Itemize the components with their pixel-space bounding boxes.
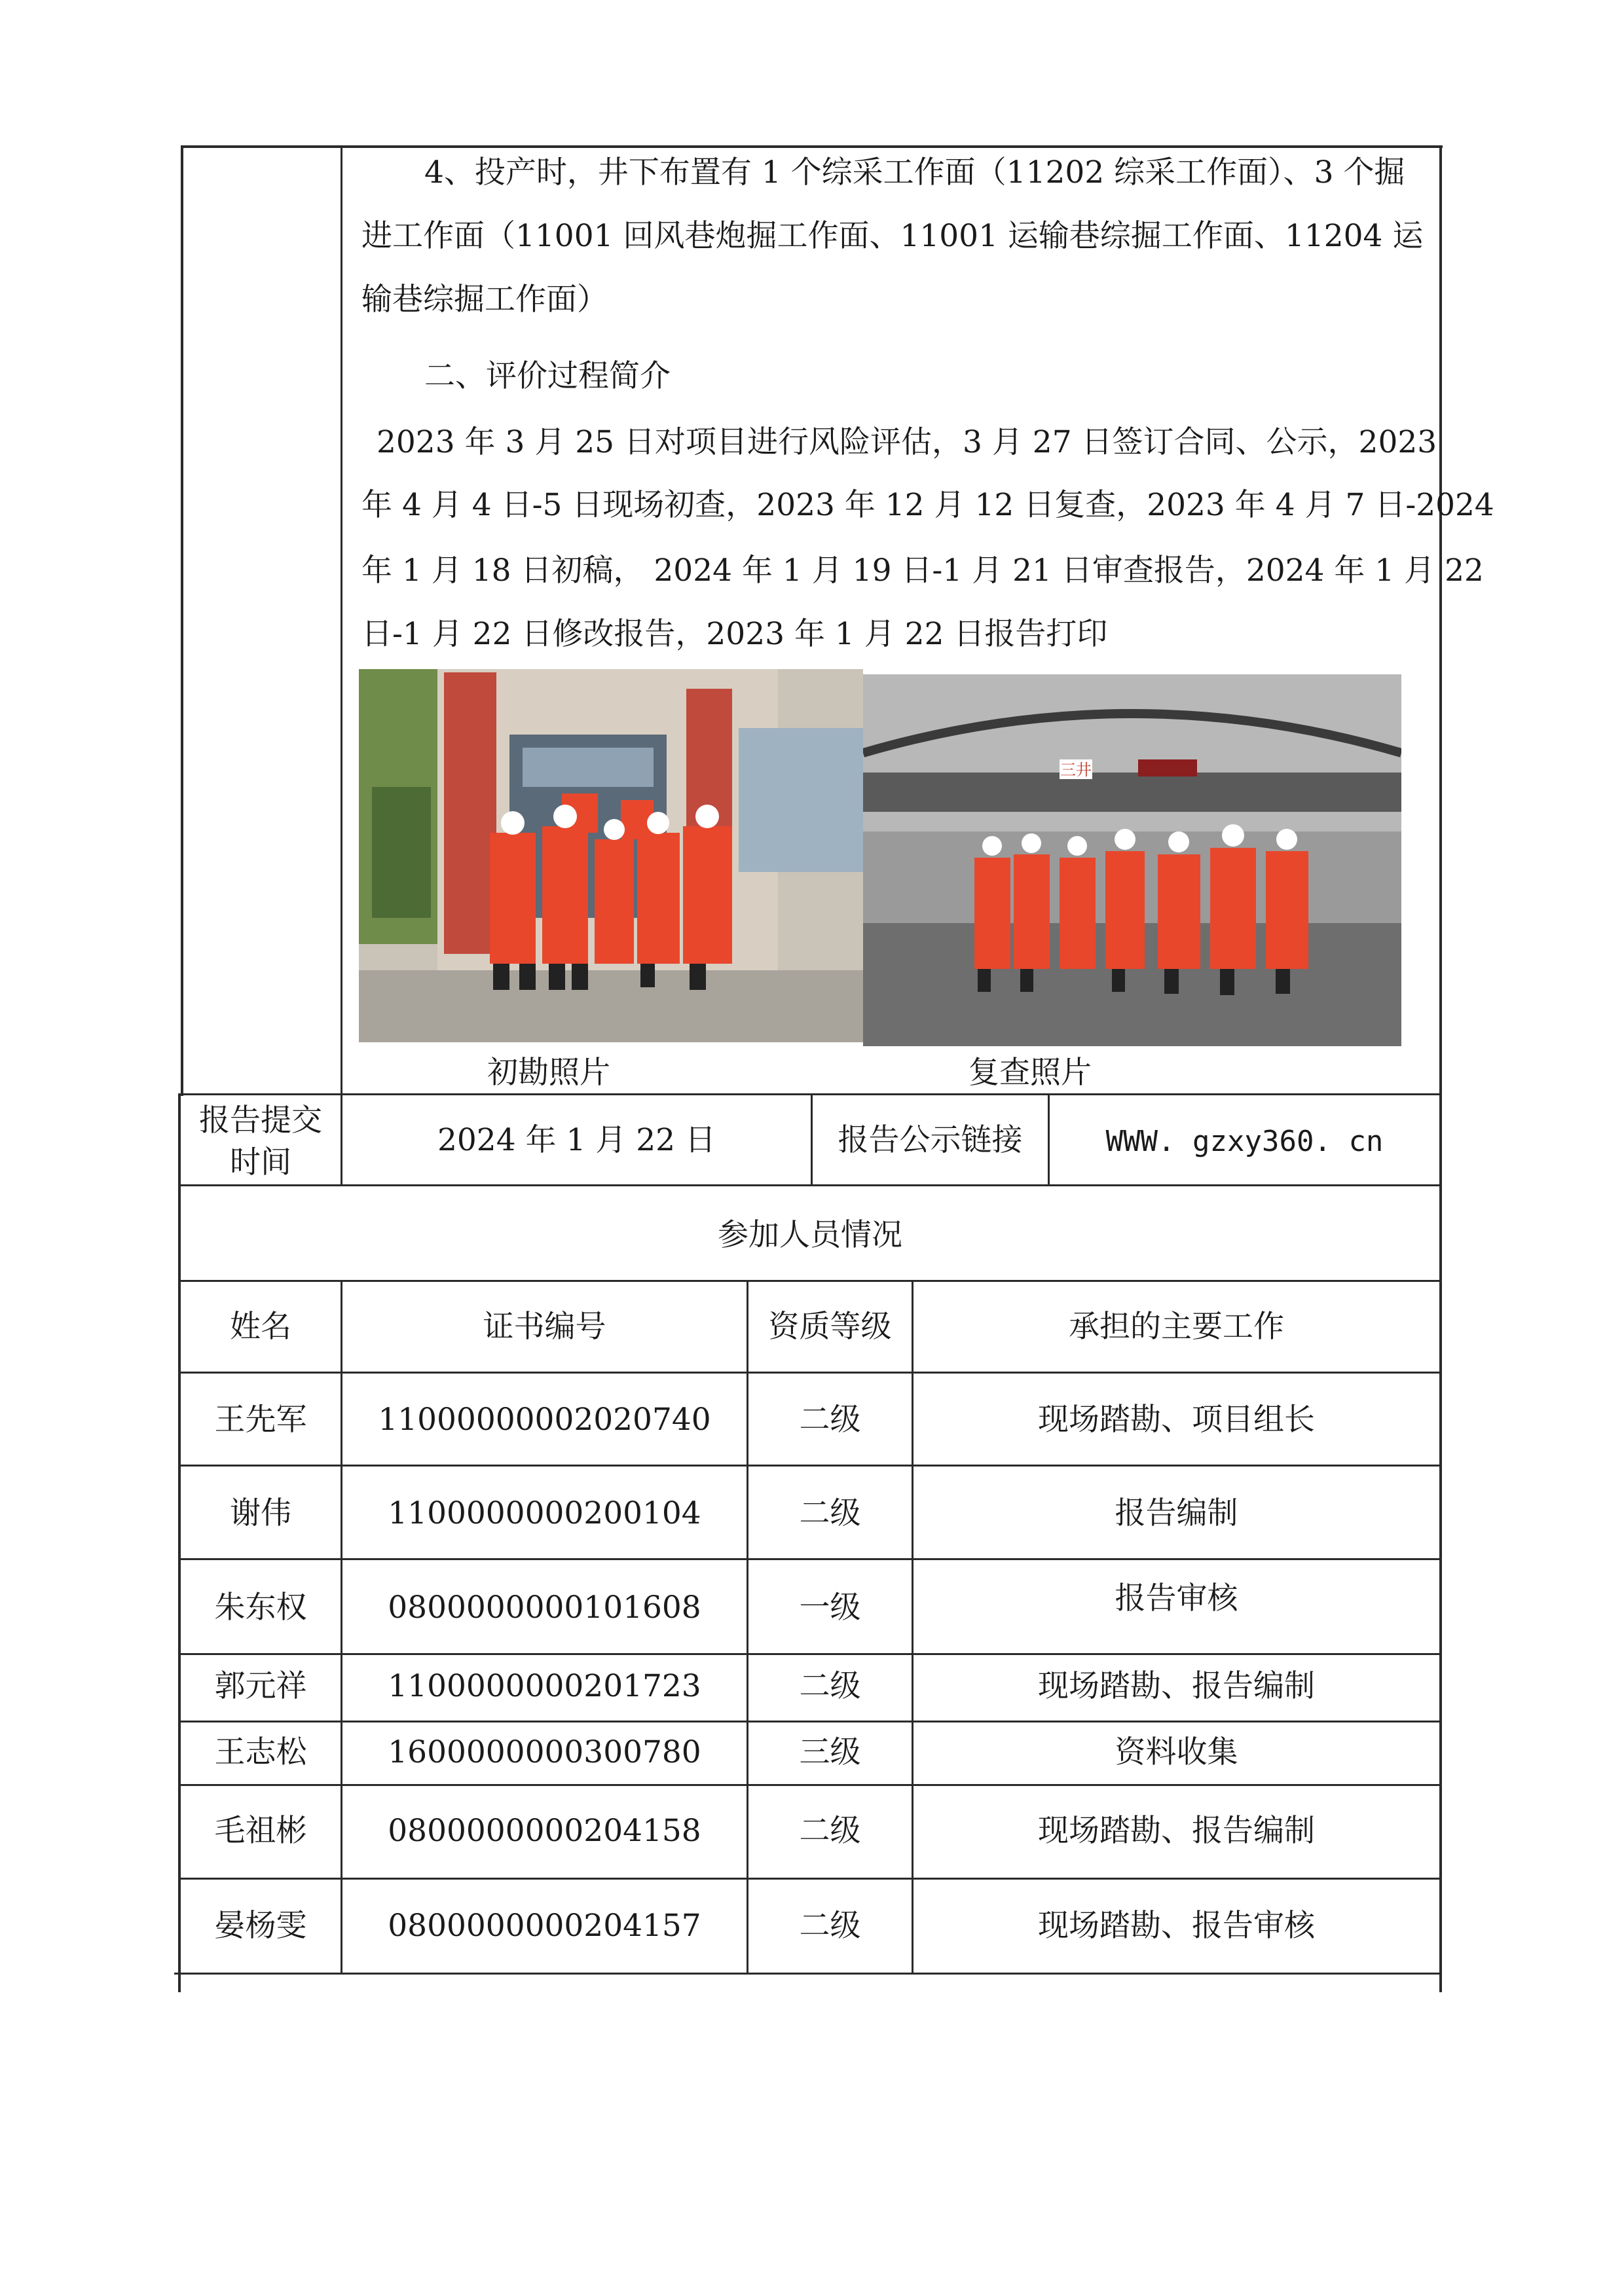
- personnel-title: 参加人员情况: [718, 1217, 902, 1253]
- person-cert: 1100000000200104: [388, 1495, 701, 1531]
- person-work: 资料收集: [1115, 1734, 1238, 1770]
- submit-time-label-1: 报告提交: [199, 1102, 322, 1139]
- person-work: 报告审核: [1115, 1580, 1238, 1616]
- person-cert: 0800000000101608: [388, 1590, 701, 1626]
- person-cert: 11000000002020740: [378, 1402, 711, 1438]
- public-link-label: 报告公示链接: [838, 1122, 1023, 1158]
- header-name: 姓名: [230, 1309, 291, 1345]
- person-name: 谢伟: [230, 1495, 291, 1531]
- person-name: 王先军: [214, 1402, 307, 1438]
- person-cert: 0800000000204158: [388, 1813, 701, 1849]
- person-cert: 1100000000201723: [388, 1668, 701, 1704]
- person-cert: 1600000000300780: [388, 1734, 701, 1770]
- person-name: 毛祖彬: [214, 1813, 307, 1849]
- person-work: 现场踏勘、报告编制: [1038, 1813, 1315, 1849]
- person-level: 二级: [799, 1668, 861, 1704]
- person-cert: 0800000000204157: [388, 1908, 701, 1944]
- initial-survey-caption: 初勘照片: [487, 1055, 610, 1091]
- person-name: 晏杨雯: [214, 1908, 307, 1944]
- header-work: 承担的主要工作: [1069, 1309, 1284, 1345]
- para1-line3: 输巷综掘工作面）: [361, 282, 608, 318]
- initial-survey-photo: [359, 669, 863, 1042]
- person-name: 王志松: [214, 1734, 307, 1770]
- para2-line3: 年 1 月 18 日初稿， 2024 年 1 月 19 日-1 月 21 日审查报告，2024 年 1 月 22: [361, 553, 1484, 589]
- mine-sign-text: 三井: [1060, 761, 1092, 779]
- section-heading: 二、评价过程简介: [424, 358, 671, 394]
- person-name: 朱东权: [214, 1590, 307, 1626]
- person-name: 郭元祥: [214, 1668, 307, 1704]
- submit-date: 2024 年 1 月 22 日: [437, 1122, 716, 1158]
- person-work: 现场踏勘、报告编制: [1038, 1668, 1315, 1704]
- public-link-value: WWW. gzxy360. cn: [1105, 1125, 1384, 1158]
- person-work: 现场踏勘、项目组长: [1038, 1402, 1315, 1438]
- person-level: 三级: [799, 1734, 861, 1770]
- person-level: 二级: [799, 1908, 861, 1944]
- submit-time-label-2: 时间: [230, 1144, 291, 1180]
- person-level: 二级: [799, 1813, 861, 1849]
- person-level: 二级: [799, 1495, 861, 1531]
- reinspection-photo: [863, 674, 1401, 1046]
- person-level: 二级: [799, 1402, 861, 1438]
- person-level: 一级: [799, 1590, 861, 1626]
- para1-line1: 4、投产时，井下布置有 1 个综采工作面（11202 综采工作面）、3 个掘: [424, 155, 1405, 191]
- para2-line4: 日-1 月 22 日修改报告，2023 年 1 月 22 日报告打印: [361, 616, 1108, 652]
- header-cert: 证书编号: [483, 1309, 606, 1345]
- person-work: 现场踏勘、报告审核: [1038, 1908, 1315, 1944]
- para2-line1: 2023 年 3 月 25 日对项目进行风险评估，3 月 27 日签订合同、公示，2023: [377, 424, 1437, 460]
- person-work: 报告编制: [1115, 1495, 1238, 1531]
- para2-line2: 年 4 月 4 日-5 日现场初查，2023 年 12 月 12 日复查，2023 年 4 月 7 日-2024: [361, 487, 1494, 523]
- para1-line2: 进工作面（11001 回风巷炮掘工作面、11001 运输巷综掘工作面、11204 运: [361, 218, 1424, 254]
- reinspection-caption: 复查照片: [969, 1055, 1092, 1091]
- header-level: 资质等级: [768, 1309, 892, 1345]
